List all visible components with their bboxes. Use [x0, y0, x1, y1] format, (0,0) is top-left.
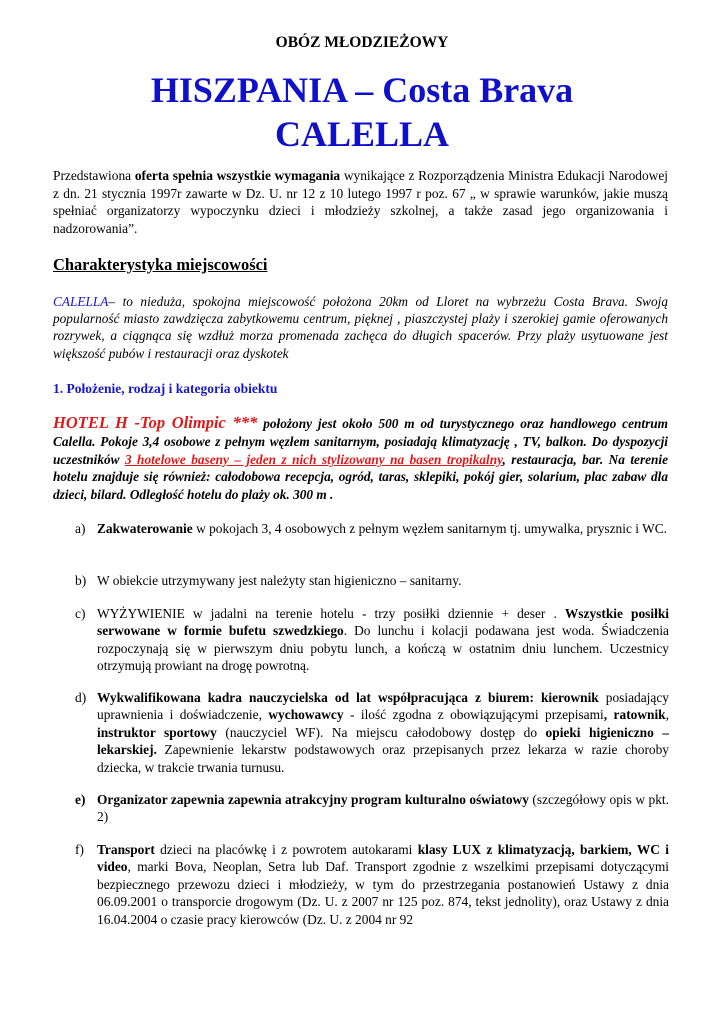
document-title-line1: HISZPANIA – Costa Brava — [150, 70, 574, 110]
intro-bold-offer: oferta — [134, 168, 170, 183]
list-item-sanitary — [75, 572, 669, 589]
hotel-pools-highlight: 3 hotelowe baseny – jeden z nich stylizowany na basen tropikalny — [124, 451, 503, 467]
item-text: . Do lunchu i kolacji podawana jest woda. Świadczenia rozpoczynają się w pierwszym dniu pobytu lunch, a kończą w ostatnim dniu lunchem. Uczestnicy otrzymują prowiant na drogę powrotną. — [97, 623, 670, 674]
hotel-description — [53, 414, 668, 504]
document-title-line2: CALELLA — [274, 114, 450, 154]
list-marker: a) — [75, 521, 86, 536]
list-item-program — [75, 791, 669, 826]
item-text: dzieci na placówkę i z powrotem autokarami — [154, 842, 418, 857]
list-marker: e) — [75, 792, 86, 807]
list-marker: f) — [75, 842, 84, 857]
list-item-transport — [75, 841, 669, 928]
item-text: (szczegółowy opis w pkt. 2) — [97, 792, 669, 825]
section-heading-location: 1. Położenie, rodzaj i kategoria obiektu — [53, 381, 278, 396]
item-bold: Organizator zapewnia zapewnia atrakcyjny program kulturalno oświatowy — [97, 792, 529, 807]
list-marker: c) — [75, 606, 86, 621]
intro-text: Przedstawiona — [53, 168, 135, 183]
item-text: posiadający uprawnienia i doświadczenie, — [97, 690, 669, 723]
item-text: Zapewnienie lekarstw podstawowych oraz przepisanych przez lekarza w razie choroby dziecka, w trakcie trwania turnusu. — [97, 742, 669, 775]
item-bold: opieki higieniczno – lekarskiej. — [97, 724, 669, 758]
item-text: W obiekcie utrzymywany jest należyty stan higieniczno – sanitarny. — [97, 573, 462, 588]
intro-bold-requirements: spełnia wszystkie wymagania — [172, 168, 341, 183]
item-bold: klasy LUX z klimatyzacją, barkiem, WC i video — [97, 842, 669, 875]
list-item-accommodation — [75, 520, 669, 537]
item-text: , — [665, 707, 669, 723]
hotel-text: , restauracja, bar. Na terenie hotelu znajduje się również: całodobowa recepcja, ogród, taras, sklepiki, pokój gier, solarium, plac zabaw dla dzieci, bilard. Odległość hotelu do plaży ok. 300 m . — [53, 451, 669, 503]
item-bold: , ratownik — [603, 707, 666, 723]
list-marker: b) — [75, 573, 87, 588]
list-item-staff — [75, 689, 669, 776]
calella-name: CALELLA — [53, 294, 109, 309]
item-text: WYŻYWIENIE w jadalni na terenie hotelu - trzy posiłki dziennie + deser . — [97, 606, 565, 621]
item-bold: instruktor sportowy — [97, 724, 217, 740]
calella-text: – to nieduża, spokojna miejscowość położona 20km od Lloret na wybrzeżu Costa Brava. Swoją popularność miasto zawdzięcza zabytkowemu centrum, pięknej , piaszczystej plaży i szerokiej gamie oferowanych rozrywek, a ciągnąca się wzdłuż morza promenada zachęca do długich spacerów. Przy plaży usytuowane jest większość pubów i restauracji oraz dyskotek — [53, 294, 668, 361]
hotel-text: położony jest około 500 m od turystycznego oraz handlowego centrum Calella. Pokoje 3,4 osobowe z pełnym węzłem sanitarnym, posiadają klimatyzację , TV, balkon. Do dyspozycji uczestników — [53, 416, 668, 467]
item-text: - ilość zgodna z obowiązującymi przepisami — [343, 707, 604, 723]
item-text: (nauczyciel WF). Na miejscu całodobowy dostęp do — [216, 724, 546, 740]
intro-paragraph — [53, 167, 668, 237]
list-item-meals — [75, 605, 669, 675]
item-bold: Wykwalifikowana kadra nauczycielska od lat współpracująca z biurem: kierownik — [97, 690, 599, 705]
hotel-name: HOTEL H -Top Olimpic *** — [53, 413, 258, 432]
document-subtitle: OBÓZ MŁODZIEŻOWY — [275, 34, 449, 51]
item-text: , marki Bova, Neoplan, Setra lub Daf. Transport zgodnie z wszelkimi przepisami dotyczącymi bezpiecznego przewozu dzieci i młodzieży, w tym do przestrzegania postanowień Ustawy z dnia 06.09.2001 o transporcie drogowym (Dz. U. z 2007 nr 125 poz. 874, tekst jednolity), oraz Ustawy z dnia 16.04.2004 o czasie pracy kierowców (Dz. U. z 2004 nr 92 — [97, 859, 669, 927]
calella-description — [53, 293, 668, 362]
item-text: w pokojach 3, 4 osobowych z pełnym węzłem sanitarnym tj. umywalka, prysznic i WC. — [192, 521, 667, 536]
item-bold: Wszystkie posiłki serwowane w formie bufetu szwedzkiego — [97, 606, 669, 639]
section-heading-characteristics: Charakterystyka miejscowości — [53, 255, 268, 274]
intro-text: wynikające z Rozporządzenia Ministra Edukacji Narodowej z dn. 21 stycznia 1997r zawarte w Dz. U. nr 12 z 10 lutego 1997 r poz. 67 „ w sprawie warunków, jakie muszą spełniać organizatorzy wypoczynku dzieci i młodzieży szkolnej, a także zasad jego organizowania i nadzorowania”. — [53, 168, 669, 236]
item-bold: Zakwaterowanie — [97, 521, 193, 536]
item-bold: wychowawcy — [268, 707, 344, 723]
item-bold: Transport — [97, 842, 155, 857]
list-marker: d) — [75, 690, 87, 705]
